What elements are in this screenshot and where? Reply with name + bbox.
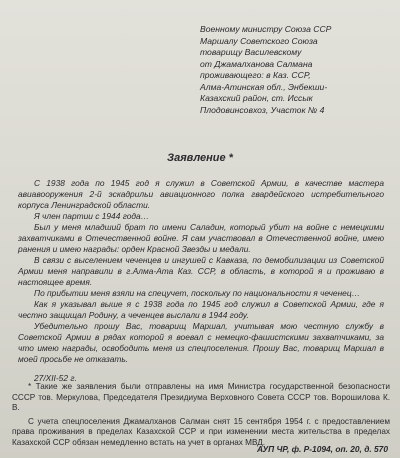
body-paragraph: Был у меня младший брат по имени Саладин, который убит на войне с немецкими захватчиками в Отечественной войне. Я сам участвовал в Отечественной войне, имею ранения и имею награды: орден Красной Звезды и медали. (18, 222, 384, 254)
addressee-line: Плодовинсовхоз, Участок № 4 (200, 104, 325, 115)
letter-date: 27/XII-52 г. (34, 373, 77, 383)
addressee-line: от Джамалханова Салмана (200, 58, 313, 69)
archive-reference: АУП ЧР, ф. Р-1094, оп. 20, д. 570 (256, 444, 388, 454)
addressee-line: Маршалу Советского Союза (200, 35, 318, 46)
body-paragraph: Я член партии с 1944 года… (34, 211, 150, 221)
addressee-block (200, 24, 392, 116)
addressee-line: Военному министру Союза ССР (200, 24, 332, 34)
document-title: Заявление * (167, 152, 233, 164)
footnote: С учета спецпоселения Джамалханов Салман снят 15 сентября 1954 г. с предоставлением права проживания в пределах Казахской ССР и при изменении места жительства в пределах Казахской ССР обязан немедленно встать на учет в органах МВД. (12, 416, 390, 447)
addressee-line: Казахский район, ст. Иссык (200, 93, 313, 103)
addressee-line: товарищу Василевскому (200, 47, 302, 57)
body-paragraph: Как я указывал выше я с 1938 года по 1945 год служил в Советской Армии, где я честно защищал Родину, а чеченцев выслали в 1944 году. (18, 299, 384, 320)
body-paragraph: По прибытии меня взяли на спецучет, поскольку по национальности я чеченец… (34, 288, 360, 298)
body-paragraph: Убедительно прошу Вас, товарищ Маршал, учитывая мою честную службу в Советской Армии в рядах которой я воевал с немецко-фашистскими захватчиками, за что имею награды, освободить меня из спецпоселения. Прошу Вас, товарищ Маршал в моей просьбе не отказать. (18, 321, 384, 364)
footnotes (12, 382, 390, 449)
body-paragraph: С 1938 года по 1945 год я служил в Советской Армии, в качестве мастера авиавооружения 2-й эскадрильи авиационного полка гвардейского истребительного корпуса Ленинградской области. (18, 178, 384, 210)
footnote: * Такие же заявления были отправлены на имя Министра государственной безопасности СССР тов. Меркулова, Председателя Президиума Верховного Совета СССР тов. Ворошилова К. В. (12, 382, 390, 413)
addressee-line: проживающего: в Каз. ССР, (200, 70, 311, 80)
body-paragraph: В связи с выселением чеченцев и ингушей с Кавказа, по демобилизации из Советской Армии меня направили в г.Алма-Ата Каз. ССР, в область, в которой я и проживаю в настоящее время. (18, 255, 384, 287)
addressee-line: Алма-Атинская обл., Энбекши- (200, 81, 328, 92)
letter-body (18, 178, 384, 384)
